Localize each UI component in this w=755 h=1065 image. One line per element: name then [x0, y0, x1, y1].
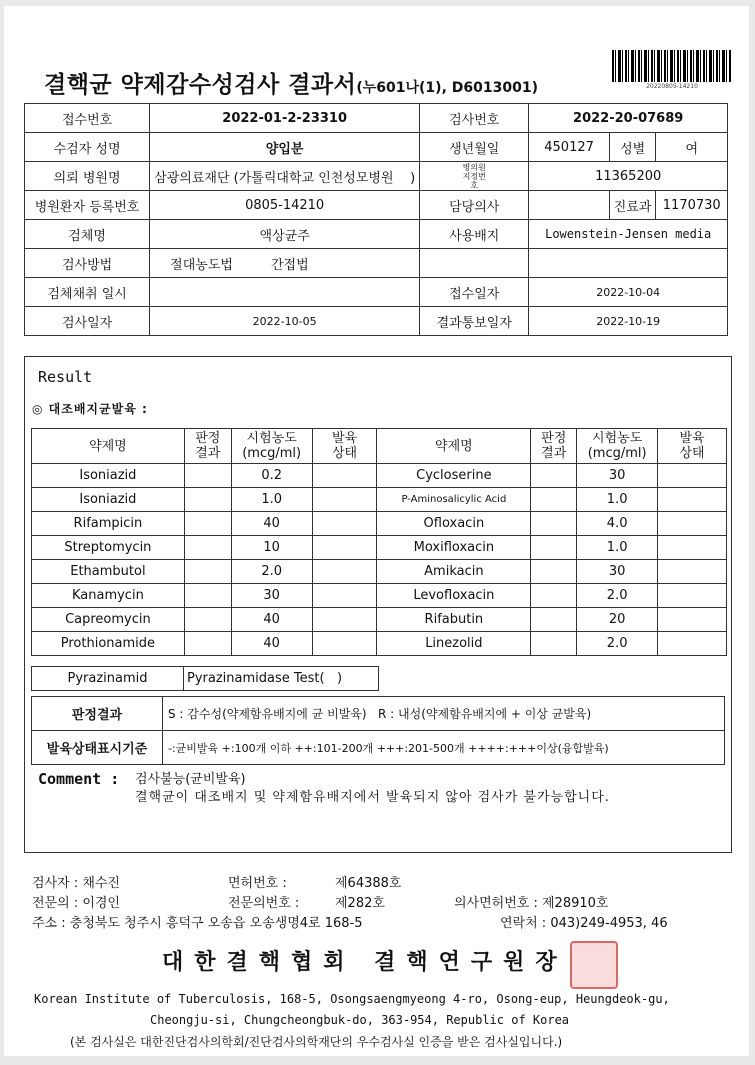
drug-name: Rifampicin — [32, 512, 185, 536]
judge-result-2 — [531, 512, 577, 536]
doctor-label: 담당의사 — [420, 191, 529, 220]
dept-label: 진료과 — [609, 191, 656, 220]
method-label: 검사방법 — [25, 249, 150, 278]
judge-result-2 — [531, 488, 577, 512]
drug-name-2: Ofloxacin — [377, 512, 531, 536]
reception-no: 2022-01-2-23310 — [150, 104, 420, 133]
growth-header: 발육 상태 — [312, 429, 377, 464]
growth-status-2 — [658, 632, 727, 656]
drug-name: Prothionamide — [32, 632, 185, 656]
hospital-code-label: 병의원 지정번호 — [420, 162, 529, 191]
test-concentration-2: 4.0 — [577, 512, 658, 536]
drug-name-2: Cycloserine — [377, 464, 531, 488]
test-concentration-2: 30 — [577, 560, 658, 584]
document-title: 결핵균 약제감수성검사 결과서(누601나(1), D6013001) — [44, 72, 538, 98]
collect-label: 검체채취 일시 — [25, 278, 150, 307]
judge-result-2 — [531, 560, 577, 584]
drug-row — [32, 464, 727, 488]
collect-value — [150, 278, 420, 307]
drug-name-2: Linezolid — [377, 632, 531, 656]
method-values — [150, 249, 420, 278]
drug-name-2: P-Aminosalicylic Acid — [377, 488, 531, 512]
growth-criteria-label: 발육상태표시기준 — [32, 731, 163, 765]
barcode-bars — [612, 50, 732, 82]
examiner: 검사자 : 채수진 — [32, 876, 120, 891]
exam-no-label: 검사번호 — [420, 104, 529, 133]
drug-row — [32, 632, 727, 656]
growth-status-2 — [658, 608, 727, 632]
growth-status — [312, 584, 377, 608]
test-concentration: 1.0 — [231, 488, 312, 512]
growth-status — [312, 560, 377, 584]
test-concentration: 10 — [231, 536, 312, 560]
growth-status — [312, 608, 377, 632]
dept-value: 1170730 — [656, 191, 728, 220]
institute-name: 대한결핵협회 결핵연구원장 — [162, 950, 568, 975]
growth-status-2 — [658, 536, 727, 560]
document-subtitle: (누601나(1), D6013001) — [356, 80, 538, 96]
reg-no: 0805-14210 — [150, 191, 420, 220]
barcode-number: 20220805-14210 — [646, 83, 698, 90]
judge-result — [184, 464, 231, 488]
specialist: 전문의 : 이경인 — [32, 896, 120, 911]
drug-row — [32, 584, 727, 608]
drug-name: Streptomycin — [32, 536, 185, 560]
contact: 연락처 : 043)249-4953, 46 — [500, 916, 668, 931]
patient-name-label: 수검자 성명 — [25, 133, 150, 162]
judge-result-2 — [531, 536, 577, 560]
judge-result — [184, 608, 231, 632]
control-medium-growth: ◎ 대조배지균발육 : — [32, 402, 148, 416]
drug-header: 약제명 — [32, 429, 185, 464]
drug-row — [32, 512, 727, 536]
test-concentration-2: 20 — [577, 608, 658, 632]
drug-name-2: Rifabutin — [377, 608, 531, 632]
sex-label: 성별 — [609, 133, 656, 162]
growth-status-2 — [658, 584, 727, 608]
english-address-2: Cheongju-si, Chungcheongbuk-do, 363-954, Republic of Korea — [150, 1013, 570, 1027]
pyrazinamide-table — [31, 666, 379, 691]
license-number: 제64388호 — [335, 876, 402, 891]
drug-name: Isoniazid — [32, 488, 185, 512]
received-label: 접수일자 — [420, 278, 529, 307]
address: 주소 : 충청북도 청주시 흥덕구 오송읍 오송생명4로 168-5 — [32, 916, 363, 931]
judge-result-2 — [531, 632, 577, 656]
test-concentration: 30 — [231, 584, 312, 608]
drug-row — [32, 608, 727, 632]
growth-criteria: -:균비발육 +:100개 이하 ++:101-200개 +++:201-500개 ++++:+++이상(융합발육) — [163, 731, 725, 765]
test-concentration-2: 30 — [577, 464, 658, 488]
drug-name: Kanamycin — [32, 584, 185, 608]
growth-status — [312, 632, 377, 656]
official-seal — [570, 941, 618, 989]
judge-result-2 — [531, 584, 577, 608]
media-label: 사용배지 — [420, 220, 529, 249]
reg-no-label: 병원환자 등록번호 — [25, 191, 150, 220]
method-empty — [420, 249, 529, 278]
sex-value: 여 — [656, 133, 728, 162]
reception-no-label: 접수번호 — [25, 104, 150, 133]
specialist-no-label: 전문의번호 : — [228, 896, 300, 911]
growth-status — [312, 488, 377, 512]
growth-status — [312, 512, 377, 536]
doctor-license: 의사면허번호 : 제28910호 — [454, 896, 609, 911]
judge-result — [184, 632, 231, 656]
drug-susceptibility-table — [31, 428, 727, 656]
hospital-code: 11365200 — [529, 162, 728, 191]
growth-status-2 — [658, 560, 727, 584]
judge-criteria: S : 감수성(약제함유배지에 균 비발육) R : 내성(약제함유배지에 + 이상 균발육) — [163, 697, 725, 731]
method-indirect: 간접법 — [270, 257, 309, 273]
test-concentration: 2.0 — [231, 560, 312, 584]
result-heading: Result — [38, 368, 93, 386]
judge-result — [184, 488, 231, 512]
pza-label: Pyrazinamid — [32, 667, 184, 691]
growth-status-2 — [658, 464, 727, 488]
growth-header-2: 발육 상태 — [658, 429, 727, 464]
comment-block — [38, 770, 119, 788]
drug-name: Ethambutol — [32, 560, 185, 584]
test-concentration-2: 1.0 — [577, 488, 658, 512]
specialist-number: 제282호 — [335, 896, 385, 911]
exam-no: 2022-20-07689 — [529, 104, 728, 133]
report-label: 결과통보일자 — [420, 307, 529, 336]
pza-value: Pyrazinamidase Test( ) — [184, 667, 379, 691]
judge-result — [184, 560, 231, 584]
comment-line-2: 결핵균이 대조배지 및 약제함유배지에서 발육되지 않아 검사가 불가능합니다. — [135, 790, 610, 805]
media-value: Lowenstein-Jensen media — [529, 220, 728, 249]
test-date: 2022-10-05 — [150, 307, 420, 336]
patient-info-table — [24, 103, 728, 336]
barcode — [612, 50, 732, 90]
judgement-table — [31, 696, 725, 765]
test-concentration-2: 2.0 — [577, 632, 658, 656]
method-absolute: 절대농도법 — [170, 257, 233, 273]
growth-status — [312, 536, 377, 560]
patient-name: 양입분 — [150, 133, 420, 162]
report-date: 2022-10-19 — [529, 307, 728, 336]
hospital-label: 의뢰 병원명 — [25, 162, 150, 191]
judge-header: 판정 결과 — [184, 429, 231, 464]
drug-name-2: Levofloxacin — [377, 584, 531, 608]
test-concentration-2: 2.0 — [577, 584, 658, 608]
license-label: 면허번호 : — [228, 876, 287, 891]
test-date-label: 검사일자 — [25, 307, 150, 336]
birth-label: 생년월일 — [420, 133, 529, 162]
method-empty-2 — [529, 249, 728, 278]
received-date: 2022-10-04 — [529, 278, 728, 307]
test-concentration-2: 1.0 — [577, 536, 658, 560]
comment-label: Comment : — [38, 770, 120, 788]
test-concentration: 40 — [231, 632, 312, 656]
drug-header-2: 약제명 — [377, 429, 531, 464]
specimen-value: 액상균주 — [150, 220, 420, 249]
growth-status-2 — [658, 488, 727, 512]
birth-date: 450127 — [529, 133, 609, 162]
specimen-label: 검체명 — [25, 220, 150, 249]
comment-line-1: 검사불능(균비발육) — [135, 772, 246, 787]
drug-name: Isoniazid — [32, 464, 185, 488]
drug-row — [32, 536, 727, 560]
growth-status-2 — [658, 512, 727, 536]
drug-name-2: Moxifloxacin — [377, 536, 531, 560]
judge-header-2: 판정 결과 — [531, 429, 577, 464]
drug-name: Capreomycin — [32, 608, 185, 632]
test-concentration: 0.2 — [231, 464, 312, 488]
doctor-name — [529, 191, 609, 220]
drug-row — [32, 560, 727, 584]
test-concentration: 40 — [231, 608, 312, 632]
hospital-name: 삼광의료재단 (가톨릭대학교 인천성모병원 ) — [150, 162, 420, 191]
judge-result — [184, 536, 231, 560]
conc-header-2: 시험농도 (mcg/ml) — [577, 429, 658, 464]
drug-name-2: Amikacin — [377, 560, 531, 584]
judge-result — [184, 512, 231, 536]
judge-result — [184, 584, 231, 608]
test-concentration: 40 — [231, 512, 312, 536]
certification-note: (본 검사실은 대한진단검사의학회/진단검사의학재단의 우수검사실 인증을 받은 검사실입니다.) — [70, 1035, 563, 1049]
judge-result-2 — [531, 608, 577, 632]
judge-result-2 — [531, 464, 577, 488]
growth-status — [312, 464, 377, 488]
drug-row — [32, 488, 727, 512]
conc-header: 시험농도 (mcg/ml) — [231, 429, 312, 464]
english-address-1: Korean Institute of Tuberculosis, 168-5, Osongsaengmyeong 4-ro, Osong-eup, Heungdeok-gu, — [34, 992, 670, 1006]
judge-label: 판정결과 — [32, 697, 163, 731]
